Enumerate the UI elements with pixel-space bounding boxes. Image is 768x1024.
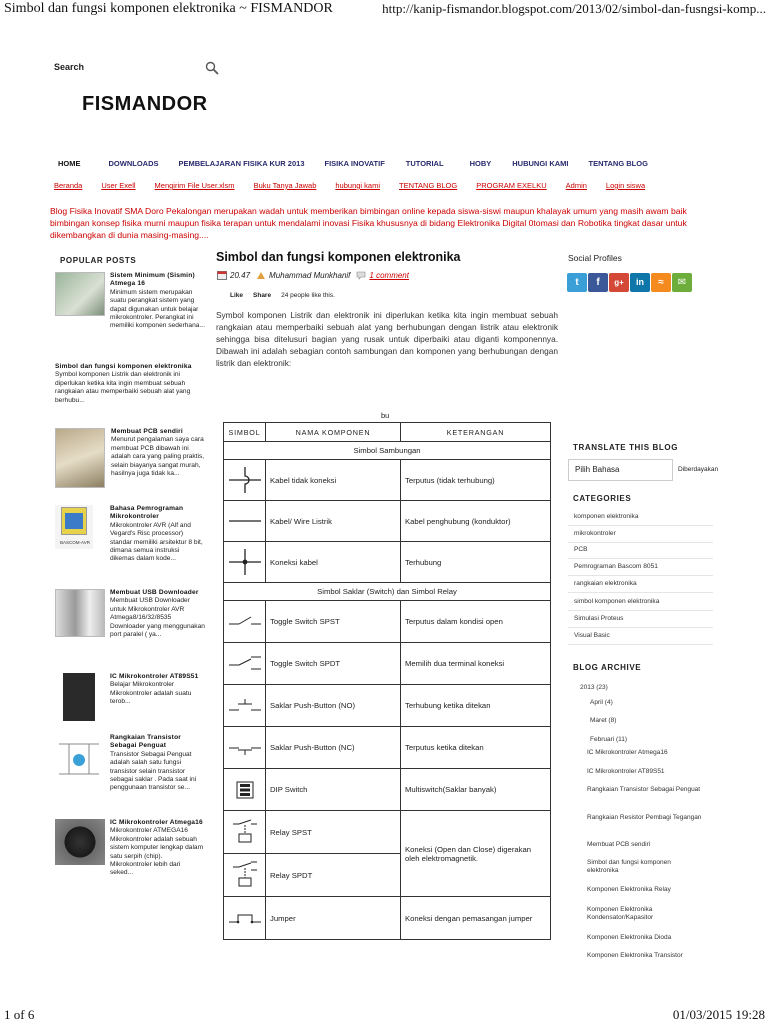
ic-chip-thumbnail (63, 673, 95, 721)
facebook-icon[interactable]: f (588, 273, 608, 292)
post-body: Symbol komponen Listrik dan elektronik ini diperlukan ketika kita ingin membuat sebuah rangkaian atau memperbaiki sebuah alat yang berhubungan dengan listrik atau elektronik sehingga bisa ditelusuri bagian yang rusak untuk diperbaiki atau diganti komponennya. Dibawah ini adalah sebagian contoh sambungan dan komponen yang berhubungan dengan listrik dan elektronik: (216, 310, 558, 368)
wire-connect-symbol (224, 542, 266, 583)
component-name: DIP Switch (266, 769, 401, 811)
wire-no-connect-symbol (224, 460, 266, 501)
print-header-title: Simbol dan fungsi komponen elektronika ~ FISMANDOR (4, 1, 333, 16)
category-link[interactable]: PCB (574, 546, 588, 553)
archive-post[interactable]: Rangkaian Resistor Pembagi Tegangan (587, 814, 702, 821)
archive-post[interactable]: IC Mikrokontroler AT89S51 (587, 768, 665, 775)
atmega-chip-thumbnail (55, 819, 105, 865)
component-desc: Terputus (tidak terhubung) (401, 460, 551, 501)
blog-description: Blog Fisika Inovatif SMA Doro Pekalongan merupakan wadah untuk memberikan bimbingan online kepada siswa-siswi maupun khalayak umum yang masih awam baik bimbingan konsep fisika murni maupun fisika terapan untuk mendalami inovasi Fisika khususnya di bidang Elektronika Digital 0tomasi dan Robotika tingkat dasar untuk dikembangkan di dunia masing-masing.... (50, 206, 687, 240)
bascom-avr-icon (55, 505, 93, 549)
component-name: Relay SPST (266, 811, 401, 854)
post-meta (217, 270, 409, 280)
pushbutton-no-symbol (224, 685, 266, 727)
col-header-keterangan: KETERANGAN (401, 423, 551, 442)
subnav-buku-tanya-jawab[interactable]: Buku Tanya Jawab (253, 181, 317, 190)
popular-post-item[interactable] (55, 505, 205, 564)
popular-post-item[interactable] (55, 272, 205, 331)
component-table (223, 422, 551, 940)
nav-fisika-inovatif[interactable]: FISIKA INOVATIF (324, 159, 385, 168)
component-name: Jumper (266, 897, 401, 940)
search-icon[interactable] (205, 61, 219, 75)
popular-post-snippet: Mikrokontroler ATMEGA16 Mikrokontroler adalah sebuah sistem komputer lengkap dalam satu serpih (chip). Mikrokontroler lebih dari seked... (110, 827, 204, 877)
post-thumbnail (55, 428, 105, 488)
main-nav (58, 159, 648, 169)
component-desc: Kabel penghubung (konduktor) (401, 501, 551, 542)
component-desc: Memilih dua terminal koneksi (401, 643, 551, 685)
subnav-beranda[interactable]: Beranda (54, 181, 83, 190)
archive-month[interactable]: April (4) (590, 699, 613, 706)
social-icons (567, 273, 693, 292)
archive-month[interactable]: Februari (11) (590, 736, 628, 743)
sub-nav (54, 181, 645, 190)
component-name: Toggle Switch SPDT (266, 643, 401, 685)
component-name: Toggle Switch SPST (266, 601, 401, 643)
popular-post-item[interactable] (55, 589, 205, 639)
col-header-simbol: SIMBOL (224, 423, 266, 442)
popular-post-title[interactable]: Bahasa Pemrograman Mikrokontroler (110, 505, 184, 521)
nav-downloads[interactable]: DOWNLOADS (108, 159, 159, 168)
print-footer-page: 1 of 6 (4, 1007, 35, 1022)
blog-archive-title: BLOG ARCHIVE (573, 663, 642, 672)
email-icon[interactable]: ✉ (672, 273, 692, 292)
comment-icon (356, 270, 366, 280)
category-link[interactable]: mikrokontroler (574, 530, 616, 537)
popular-post-snippet: Mikrokontroler AVR (Alf and Vegard's Risc processor) standar memiliki arsitektur 8 bit, dimana semua instruksi dikemas dalam kode... (110, 521, 203, 563)
table-row (224, 601, 551, 643)
subnav-tentang-blog[interactable]: TENTANG BLOG (399, 181, 458, 190)
author-icon (256, 270, 266, 280)
archive-post[interactable]: IC Mikrokontroler Atmega16 (587, 749, 668, 756)
component-desc: Koneksi dengan pemasangan jumper (401, 897, 551, 940)
category-link[interactable]: Simulasi Proteus (574, 615, 624, 622)
archive-post[interactable]: Komponen Elektronika Relay (587, 886, 671, 893)
relay-spst-symbol (224, 811, 266, 854)
table-row (224, 460, 551, 501)
component-desc: Terhubung ketika ditekan (401, 685, 551, 727)
popular-post-item[interactable] (55, 673, 205, 707)
search-label: Search (54, 62, 85, 72)
rss-icon[interactable]: ≈ (651, 273, 671, 292)
like-count: 24 people like this. (281, 292, 335, 299)
popular-post-snippet: Minimum sistem merupakan suatu perangkat sistem yang dapat digunakan untuk belajar mikrokontroler. Perangkat ini memiliki komponen sederhana... (110, 288, 205, 330)
table-row (224, 727, 551, 769)
subnav-mengirim-file[interactable]: Mengirim File User.xlsm (154, 181, 235, 190)
popular-post-title[interactable]: IC Mikrokontroler Atmega16 (110, 819, 203, 826)
popular-post-item[interactable] (55, 363, 205, 405)
toggle-spst-symbol (224, 601, 266, 643)
popular-post-snippet: Symbol komponen Listrik dan elektronik ini diperlukan ketika kita ingin membuat sebuah rangkaian atau memperbaiki sebuah alat yang berhubu... (55, 371, 191, 404)
translate-title: TRANSLATE THIS BLOG (573, 443, 679, 452)
pushbutton-nc-symbol (224, 727, 266, 769)
table-row (224, 685, 551, 727)
googleplus-icon[interactable]: g+ (609, 273, 629, 292)
popular-posts-title: POPULAR POSTS (60, 256, 137, 265)
section-sambungan: Simbol Sambungan (224, 442, 551, 460)
category-link[interactable]: Visual Basic (574, 632, 610, 639)
archive-post[interactable]: Membuat PCB sendiri (587, 841, 651, 848)
relay-spdt-symbol (224, 854, 266, 897)
linkedin-icon[interactable]: in (630, 273, 650, 292)
popular-post-title[interactable]: Sistem Minimum (Sismin) Atmega 16 (110, 272, 195, 288)
nav-home[interactable]: HOME (58, 159, 81, 168)
subnav-login-siswa[interactable]: Login siswa (605, 181, 646, 190)
dip-switch-symbol (224, 769, 266, 811)
popular-post-title[interactable]: IC Mikrokontroler AT89S51 (110, 673, 199, 680)
archive-post[interactable]: Komponen Elektronika Kondensator/Kapasitor (587, 906, 654, 921)
archive-post[interactable]: Simbol dan fungsi komponen elektronika (587, 859, 671, 874)
nav-hubungi-kami[interactable]: HUBUNGI KAMI (512, 159, 569, 168)
subnav-program-exelku[interactable]: PROGRAM EXELKU (476, 181, 547, 190)
popular-post-item[interactable] (55, 734, 205, 793)
popular-post-snippet: Membuat USB Downloader untuk Mikrokontroler AVR Atmega8/16/32/8535 Downloader yang menggunakan port paralel ( ya... (110, 597, 205, 639)
social-profiles-title: Social Profiles (568, 253, 622, 263)
transistor-circuit-thumbnail (55, 734, 103, 784)
popular-post-snippet: Belajar Mikrokontroler Mikrokontroler adalah suatu terob... (110, 681, 192, 706)
component-name: Kabel/ Wire Listrik (266, 501, 401, 542)
comments-link[interactable]: 1 comment (369, 270, 409, 280)
component-name: Kabel tidak koneksi (266, 460, 401, 501)
like-button[interactable]: Like (230, 292, 244, 299)
like-share-row (230, 292, 335, 299)
component-desc: Terhubung (401, 542, 551, 583)
post-title[interactable]: Simbol dan fungsi komponen elektronika (216, 250, 461, 264)
category-link[interactable]: rangkaian elektronika (574, 580, 637, 587)
twitter-icon[interactable]: t (567, 273, 587, 292)
calendar-icon (217, 270, 227, 280)
jumper-symbol (224, 897, 266, 940)
category-link[interactable]: komponen elektronika (574, 513, 639, 520)
table-row (224, 643, 551, 685)
table-row (224, 897, 551, 940)
table-row (224, 542, 551, 583)
subnav-hubungi-kami[interactable]: hubungi kami (335, 181, 381, 190)
translate-powered-by: Diberdayakan (678, 466, 719, 473)
nav-tentang-blog[interactable]: TENTANG BLOG (588, 159, 648, 168)
post-author[interactable]: Muhammad Munkhanif (269, 270, 351, 280)
component-desc: Terputus ketika ditekan (401, 727, 551, 769)
component-desc: Terputus dalam kondisi open (401, 601, 551, 643)
category-link[interactable]: simbol komponen elektronika (574, 598, 660, 605)
nav-pembelajaran[interactable]: PEMBELAJARAN FISIKA KUR 2013 (178, 159, 305, 168)
table-row (224, 769, 551, 811)
archive-post[interactable]: Rangkaian Transistor Sebagai Penguat (587, 786, 701, 793)
component-desc: Koneksi (Open dan Close) digerakan oleh elektromagnetik. (401, 811, 551, 897)
popular-post-title[interactable]: Membuat PCB sendiri (111, 428, 183, 435)
share-button[interactable]: Share (253, 292, 272, 299)
component-name: Relay SPDT (266, 854, 401, 897)
popular-post-title[interactable]: Membuat USB Downloader (110, 589, 199, 596)
subnav-user-exell[interactable]: User Exell (101, 181, 136, 190)
language-select[interactable]: Pilih Bahasa (568, 459, 673, 481)
archive-post[interactable]: Komponen Elektronika Dioda (587, 934, 672, 941)
archive-year[interactable]: 2013 (23) (580, 684, 608, 691)
archive-post[interactable]: Komponen Elektronika Transistor (587, 952, 683, 959)
thumb-caption: BASCOM-AVR (60, 540, 90, 545)
col-header-nama-komponen: NAMA KOMPONEN (266, 423, 401, 442)
popular-post-title[interactable]: Rangkaian Transistor Sebagai Penguat (110, 734, 182, 750)
section-saklar-relay: Simbol Saklar (Switch) dan Simbol Relay (224, 583, 551, 601)
post-thumbnail (55, 589, 105, 637)
post-thumbnail (55, 272, 105, 316)
subnav-admin[interactable]: Admin (565, 181, 587, 190)
site-title[interactable]: FISMANDOR (82, 93, 208, 115)
popular-post-item[interactable] (55, 428, 205, 478)
categories-title: CATEGORIES (573, 494, 632, 503)
popular-post-snippet: Menurut pengalaman saya cara membuat PCB dibawah ini adalah cara yang paling praktis, selain biayanya sangat murah, hasilnya juga tidak ka... (111, 436, 205, 478)
nav-tutorial[interactable]: TUTORIAL (405, 159, 444, 168)
category-link[interactable]: Pemrograman Bascom 8051 (574, 563, 658, 570)
table-row (224, 811, 551, 854)
popular-post-item[interactable] (55, 819, 205, 878)
component-desc: Multiswitch(Saklar banyak) (401, 769, 551, 811)
popular-post-snippet: Transistor Sebagai Penguat adalah salah satu fungsi transistor selain transistor sebagai saklar . Pada saat ini penggunaan transistor se... (110, 750, 197, 792)
archive-month[interactable]: Maret (8) (590, 717, 617, 724)
component-name: Koneksi kabel (266, 542, 401, 583)
component-name: Saklar Push-Button (NC) (266, 727, 401, 769)
nav-hoby[interactable]: HOBY (469, 159, 492, 168)
component-name: Saklar Push-Button (NO) (266, 685, 401, 727)
toggle-spdt-symbol (224, 643, 266, 685)
stray-text: bu (381, 411, 390, 420)
post-time: 20.47 (230, 270, 251, 280)
popular-post-title[interactable]: Simbol dan fungsi komponen elektronika (55, 363, 192, 370)
wire-symbol (224, 501, 266, 542)
print-header-url: http://kanip-fismandor.blogspot.com/2013/02/simbol-dan-fusngsi-komp... (382, 1, 766, 16)
table-row (224, 501, 551, 542)
print-footer-datetime: 01/03/2015 19:28 (672, 1007, 765, 1022)
